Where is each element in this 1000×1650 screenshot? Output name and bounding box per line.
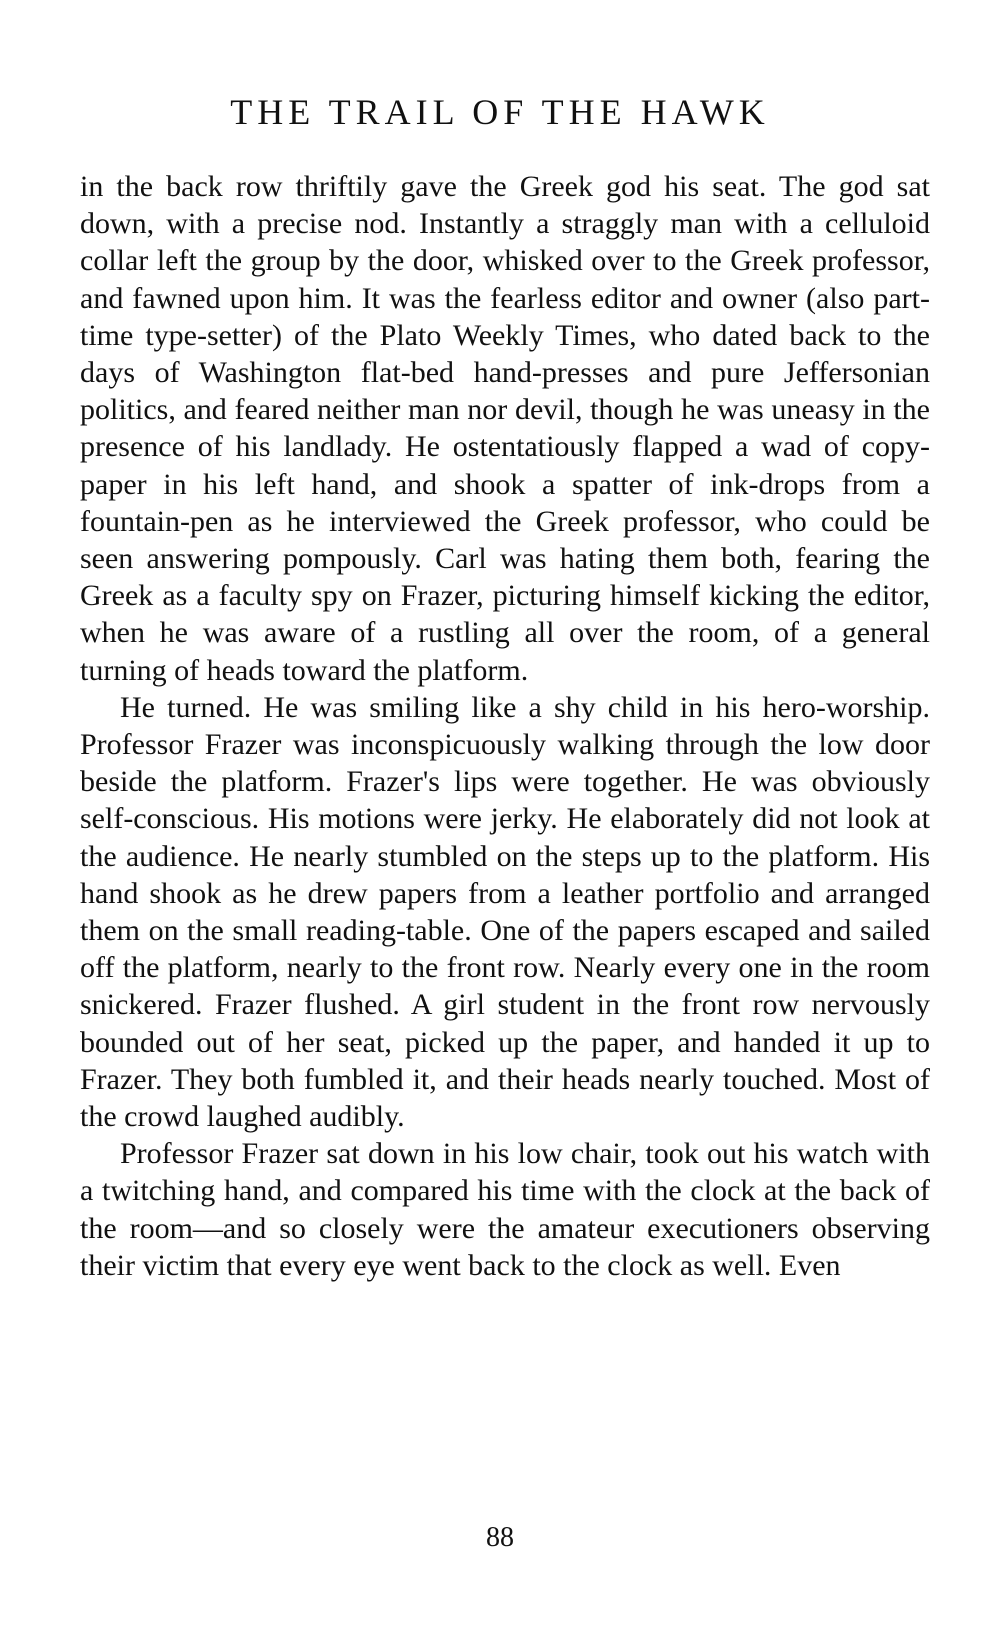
paragraph-3: Professor Frazer sat down in his low chair, took out his watch with a twitching hand, and compared his time with the clock at the back of the room—and so closely were the amateur executioners observing their victim that every eye went back to the clock as well. Even: [80, 1137, 930, 1282]
paragraph-2: He turned. He was smiling like a shy child in his hero-worship. Professor Frazer was inconspicuously walking through the low door beside the platform. Frazer's lips were together. He was obviously self-conscious. His motions were jerky. He elaborately did not look at the audience. He nearly stumbled on the steps up to the platform. His hand shook as he drew papers from a leather portfolio and arranged them on the small reading-table. One of the papers escaped and sailed off the platform, nearly to the front row. Nearly every one in the room snickered. Frazer flushed. A girl student in the front row nervously bounded out of her seat, picked up the paper, and handed it up to Frazer. They both fumbled it, and their heads nearly touched. Most of the crowd laughed audibly.: [80, 690, 930, 1134]
paragraph-1: in the back row thriftily gave the Greek god his seat. The god sat down, with a precise nod. Instantly a straggly man with a celluloid collar left the group by the door, whisked over to the Greek professor, and fawned upon him. It was the fearless editor and owner (also part-time type-setter) of the Plato Weekly Times, who dated back to the days of Washington flat-bed hand-presses and pure Jeffersonian politics, and feared neither man nor devil, though he was uneasy in the presence of his landlady. He ostentatiously flapped a wad of copy-paper in his left hand, and shook a spatter of ink-drops from a fountain-pen as he interviewed the Greek professor, who could be seen answering pompously. Carl was hating them both, fearing the Greek as a faculty spy on Frazer, picturing himself kicking the editor, when he was aware of a rustling all over the room, of a general turning of heads toward the platform.: [80, 170, 930, 687]
body-text: [80, 168, 930, 1284]
running-title: THE TRAIL OF THE HAWK: [230, 92, 770, 132]
page-number: 88: [486, 1522, 514, 1553]
